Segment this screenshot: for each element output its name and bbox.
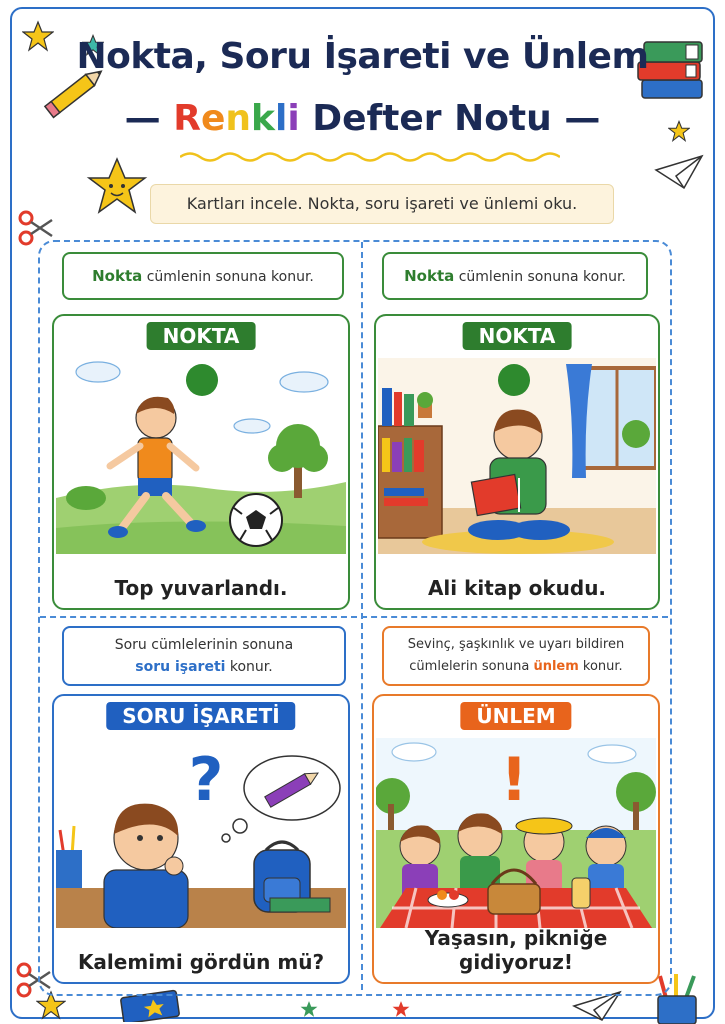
page-title: Nokta, Soru İşareti ve Ünlem [76, 36, 649, 77]
title-dash: — [124, 98, 161, 139]
badge-nokta: NOKTA [147, 322, 256, 350]
rule-rest: cümlenin sonuna konur. [142, 268, 314, 285]
rule-rest: konur. [225, 659, 273, 675]
badge-unlem: ÜNLEM [460, 702, 571, 730]
smiling-star-icon [86, 156, 148, 216]
scene-boy-reading [378, 358, 656, 554]
sentence-caption: Top yuvarlandı. [114, 576, 288, 600]
rule-box-unlem [382, 626, 650, 686]
grid-divider [40, 616, 668, 618]
rule-highlight: soru işareti [135, 659, 226, 675]
scene-boy-thinking [56, 738, 346, 928]
star-icon [392, 1000, 410, 1018]
question-mark-icon: ? [188, 745, 224, 815]
window-icon [566, 364, 656, 478]
rule-text [135, 656, 272, 678]
paper-plane-icon [654, 152, 704, 192]
rule-box-nokta [62, 252, 344, 300]
soccer-ball-icon [230, 494, 282, 546]
rule-text [92, 265, 314, 288]
title-letter: k [251, 98, 275, 139]
rule-line: Sevinç, şaşkınlık ve uyarı bildiren [407, 637, 625, 652]
wavy-underline [180, 150, 560, 164]
rule-rest: cümlenin sonuna konur. [454, 268, 626, 285]
title-letter: i [287, 98, 300, 139]
card-nokta-reading [374, 314, 660, 610]
rule-text [404, 265, 626, 288]
title-dash: — [564, 98, 601, 139]
title-letter: R [173, 98, 201, 139]
badge-soru: SORU İŞARETİ [106, 702, 295, 730]
rule-pre: cümlelerin sonuna [409, 659, 534, 674]
rule-text [409, 656, 622, 678]
sentence-caption: Kalemimi gördün mü? [77, 950, 325, 974]
badge-nokta: NOKTA [463, 322, 572, 350]
instruction-box: Kartları incele. Nokta, soru işareti ve ünlemi oku. [150, 184, 614, 224]
card-unlem [372, 694, 660, 984]
title-letter: l [274, 98, 288, 139]
scene-kids-picnic [376, 738, 656, 928]
card-soru [52, 694, 350, 984]
period-dot-icon [186, 364, 218, 396]
exclamation-mark-icon: ! [500, 745, 528, 815]
rule-line: Soru cümlelerinin sonuna [114, 637, 294, 653]
card-nokta-ball [52, 314, 350, 610]
rule-highlight: ünlem [533, 659, 579, 674]
rule-highlight: Nokta [92, 266, 143, 285]
period-dot-icon [498, 364, 530, 396]
scene-boy-kicking-ball [56, 358, 346, 554]
rule-box-nokta [382, 252, 648, 300]
sentence-caption: Ali kitap okudu. [427, 576, 607, 600]
sentence-caption: Yaşasın, pikniğe gidiyoruz! [424, 926, 608, 974]
page-subtitle [0, 98, 725, 139]
rule-highlight: Nokta [404, 266, 455, 285]
star-icon [300, 1000, 318, 1018]
title-letter: e [200, 98, 226, 139]
title-letter: n [225, 98, 252, 139]
rule-rest: konur. [578, 659, 623, 674]
title-rest: Defter Notu [299, 98, 552, 139]
rule-box-soru [62, 626, 346, 686]
